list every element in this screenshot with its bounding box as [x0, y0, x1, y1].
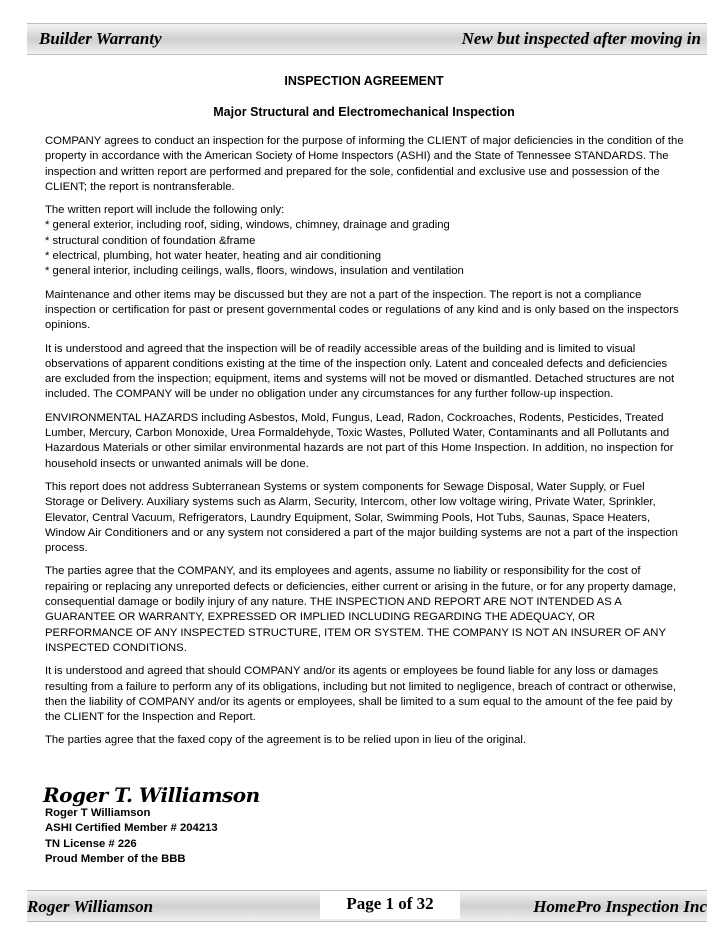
ashi-membership: ASHI Certified Member # 204213: [45, 822, 218, 835]
liability-limit-paragraph: It is understood and agreed that should COMPANY and/or its agents or employees be found liable for any loss or damages resulting from a failure to perform any of its obligations, including but not limited to negligence, breach of contract or otherwise, then the liability of COMPANY and/or its agents or employees, shall be limited to a sum equal to the amount of the fee paid by the CLIENT for the Inspection and Report.: [45, 665, 677, 724]
tn-license: TN License # 226: [45, 837, 137, 850]
inspector-credentials: [45, 806, 218, 867]
bbb-membership: Proud Member of the BBB: [45, 852, 186, 865]
report-items-list: [45, 218, 685, 279]
agreement-body: [45, 134, 685, 757]
document-subtitle: Major Structural and Electromechanical Inspection: [213, 105, 515, 119]
list-item: * general interior, including ceilings, walls, floors, windows, insulation and ventilation: [45, 265, 464, 278]
list-item: * general exterior, including roof, siding, windows, chimney, drainage and grading: [45, 219, 450, 232]
page-footer: [27, 890, 707, 922]
intro-paragraph: COMPANY agrees to conduct an inspection for the purpose of informing the CLIENT of major deficiencies in the condition of the property in accordance with the American Society of Home Inspectors (ASHI) and the State of Tennessee STANDARDS. The inspection and written report are performed and prepared for the sole, confidential and exclusive use and possession of the CLIENT; the report is nontransferable.: [45, 135, 684, 193]
footer-right-text: HomePro Inspection Inc: [533, 897, 707, 916]
header-right-text: New but inspected after moving in: [461, 29, 701, 48]
page-number: Page 1 of 32: [320, 891, 460, 919]
environmental-hazards-paragraph: ENVIRONMENTAL HAZARDS including Asbestos, Mold, Fungus, Lead, Radon, Cockroaches, Rodents, Pesticides, Treated Lumber, Mercury, Carbon Monoxide, Urea Formaldehyde, Toxic Wastes, Polluted Water, Contaminants and all Pollutants and Hazardous Materials or other similar environmental hazards are not part of this Home Inspection. In addition, no inspection for household insects or unwanted animals will be done.: [45, 411, 674, 470]
inspector-name: Roger T Williamson: [45, 807, 151, 819]
list-item: * electrical, plumbing, hot water heater, heating and air conditioning: [45, 250, 381, 263]
excluded-systems-paragraph: This report does not address Subterranean Systems or system components for Sewage Disposal, Water Supply, or Fuel Storage or Delivery. Auxiliary systems such as Alarm, Security, Intercom, other low voltage wiring, Private Water, Sprinkler, Elevator, Central Vacuum, Refrigerators, Laundry Equipment, Solar, Swimming Pools, Hot Tubs, Saunas, Space Heaters, Window Air Conditioners and or any system not considered a part of the major building systems are not a part of the inspection process.: [45, 480, 678, 555]
report-scope: [45, 203, 685, 279]
fax-paragraph: The parties agree that the faxed copy of the agreement is to be relied upon in lieu of the original.: [45, 734, 527, 747]
maintenance-paragraph: Maintenance and other items may be discussed but they are not a part of the inspection. The report is not a compliance inspection or certification for past or present governmental codes or regulations of any kind and is only based on the inspectors opinions.: [45, 288, 679, 332]
report-intro: The written report will include the following only:: [45, 204, 285, 217]
list-item: * structural condition of foundation &frame: [45, 234, 256, 247]
accessible-areas-paragraph: It is understood and agreed that the inspection will be of readily accessible areas of the building and is limited to visual observations of apparent conditions existing at the time of the inspection only. Latent and concealed defects and deficiencies are excluded from the inspection; equipment, items and systems will not be moved or dismantled. Detached structures are not included. The COMPANY will be under no obligation under any circumstances for any further follow-up inspection.: [45, 342, 675, 401]
header-left-text: Builder Warranty: [39, 29, 162, 48]
page-header: [27, 23, 707, 55]
document-title: INSPECTION AGREEMENT: [284, 74, 444, 88]
handwritten-signature: Roger T. Williamson: [43, 783, 260, 807]
liability-paragraph: The parties agree that the COMPANY, and its employees and agents, assume no liability or responsibility for the cost of repairing or replacing any unreported defects or deficiencies, either current or arising in the future, or for any property damage, consequential damage or bodily injury of any nature. THE INSPECTION AND REPORT ARE NOT INTENDED AS A GUARANTEE OR WARRANTY, EXPRESSED OR IMPLIED INCLUDING REGARDING THE ADEQUACY, OR PERFORMANCE OF ANY INSPECTED STRUCTURE, ITEM OR SYSTEM. THE COMPANY IS NOT AN INSURER OF ANY INSPECTED CONDITIONS.: [45, 565, 677, 654]
footer-left-text: Roger Williamson: [27, 897, 154, 916]
